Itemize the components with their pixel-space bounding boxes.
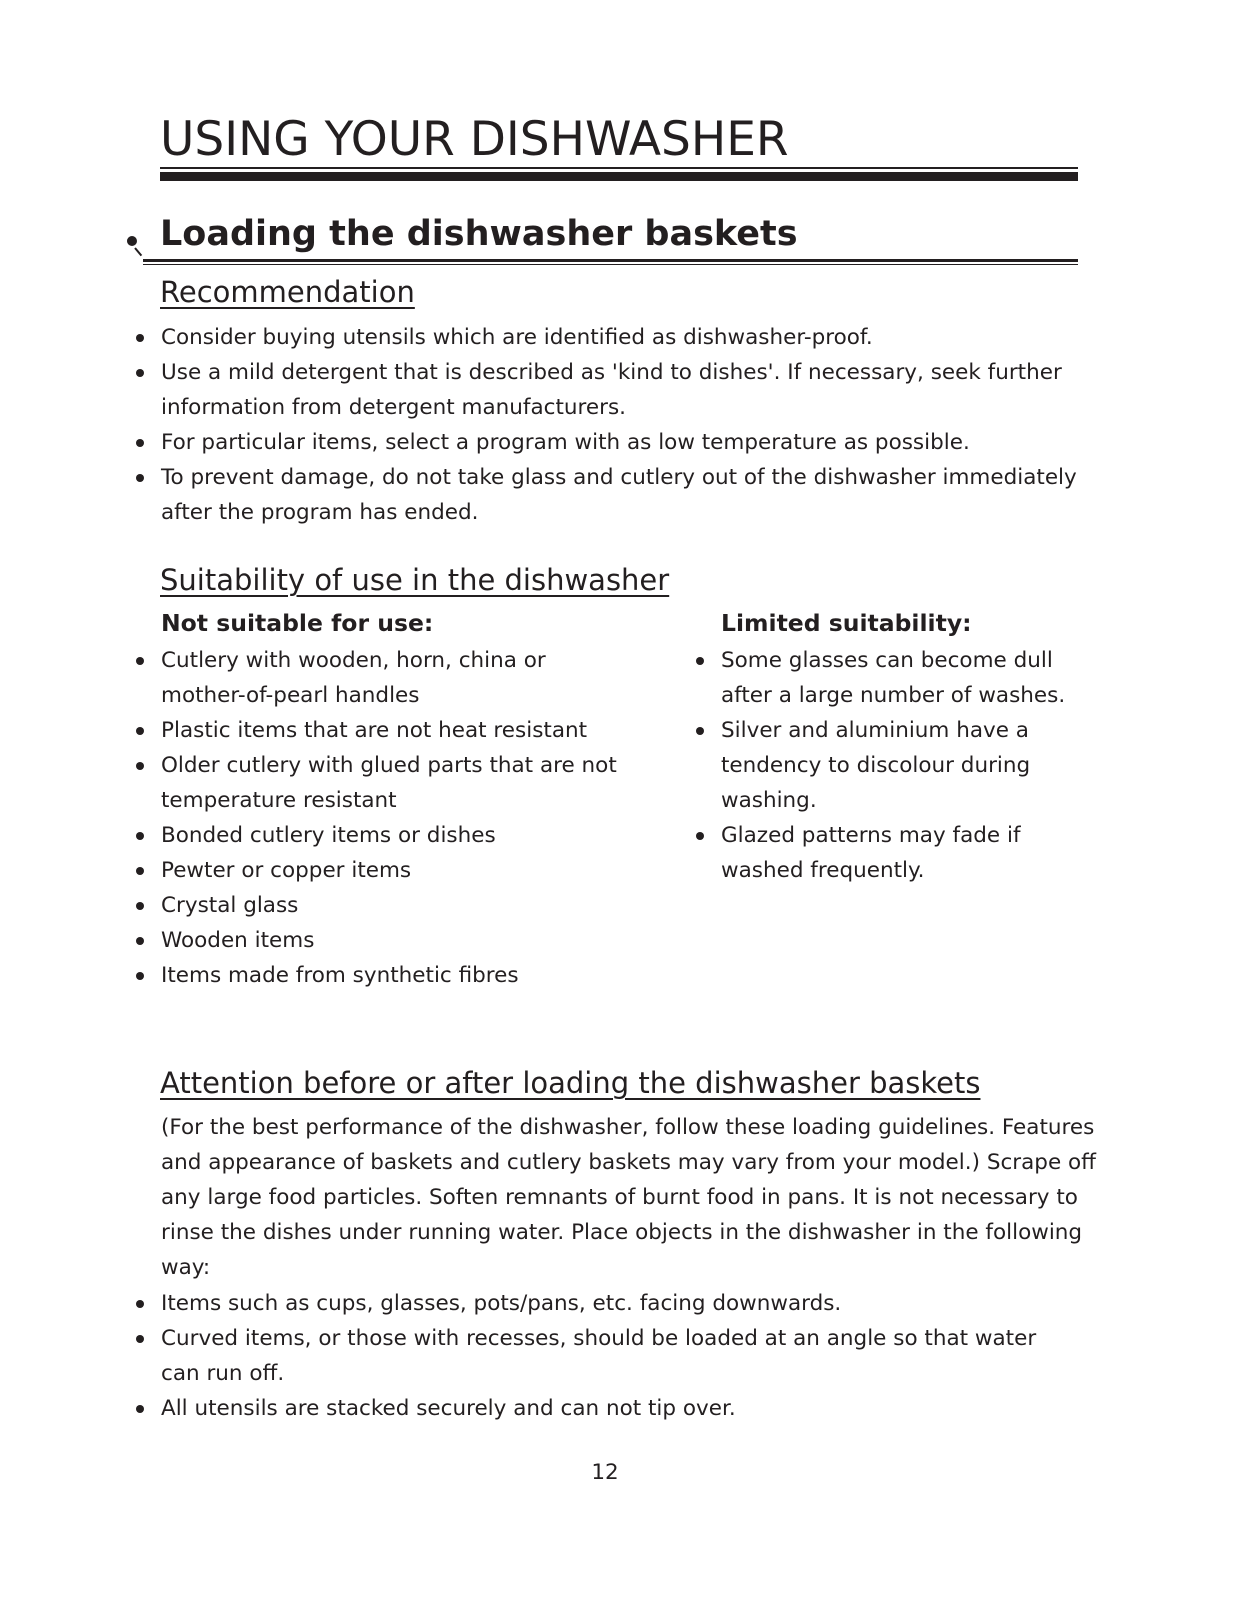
bullet-icon (136, 1300, 144, 1308)
bullet-icon (696, 727, 704, 735)
list-item: Consider buying utensils which are identified as dishwasher-proof. (161, 320, 1091, 355)
bullet-icon (136, 972, 144, 980)
attention-heading: Attention before or after loading the dishwasher baskets (160, 1066, 981, 1100)
list-item: Items made from synthetic fibres (161, 958, 621, 993)
list-item: Older cutlery with glued parts that are not temperature resistant (161, 748, 621, 818)
list-item: Silver and aluminium have a tendency to discolour during washing. (721, 713, 1091, 818)
bullet-icon (136, 657, 144, 665)
recommendation-heading: Recommendation (160, 275, 415, 309)
page-title: USING YOUR DISHWASHER (160, 112, 789, 167)
bullet-icon (136, 334, 144, 342)
bullet-icon (136, 474, 144, 482)
title-rule-thick (160, 172, 1078, 181)
list-item: To prevent damage, do not take glass and cutlery out of the dishwasher immediately after the program has ended. (161, 460, 1091, 530)
attention-list (161, 1286, 1081, 1426)
not-suitable-list (161, 643, 621, 993)
page-number: 12 (591, 1460, 619, 1485)
not-suitable-heading: Not suitable for use: (161, 609, 434, 637)
list-item: Cutlery with wooden, horn, china or mother-of-pearl handles (161, 643, 621, 713)
suitability-heading: Suitability of use in the dishwasher (160, 563, 670, 597)
section-rule-thin (143, 264, 1078, 265)
list-item: Items such as cups, glasses, pots/pans, etc. facing downwards. (161, 1286, 1081, 1321)
list-item: Plastic items that are not heat resistant (161, 713, 621, 748)
limited-suitability-list (721, 643, 1091, 888)
bullet-icon (696, 657, 704, 665)
list-item: For particular items, select a program with as low temperature as possible. (161, 425, 1091, 460)
list-item: Wooden items (161, 923, 621, 958)
bullet-icon (136, 762, 144, 770)
bullet-icon (136, 902, 144, 910)
list-item: Curved items, or those with recesses, should be loaded at an angle so that water can run off. (161, 1321, 1081, 1391)
list-item: Crystal glass (161, 888, 621, 923)
title-rule-thin (160, 167, 1078, 169)
list-item: Bonded cutlery items or dishes (161, 818, 621, 853)
section-heading: Loading the dishwasher baskets (160, 214, 798, 254)
list-item: Pewter or copper items (161, 853, 621, 888)
attention-intro: (For the best performance of the dishwasher, follow these loading guidelines. Features and appearance of baskets and cutlery baskets may vary from your model.) Scrape off any large food particles. Soften remnants of burnt food in pans. It is not necessary to rinse the dishes under running water. Place objects in the dishwasher in the following way: (161, 1115, 1096, 1280)
bullet-icon (136, 727, 144, 735)
list-item: Some glasses can become dull after a large number of washes. (721, 643, 1091, 713)
section-tick (134, 247, 142, 256)
bullet-icon (136, 832, 144, 840)
bullet-icon (136, 1335, 144, 1343)
limited-suitability-heading: Limited suitability: (721, 609, 972, 637)
bullet-icon (136, 439, 144, 447)
section-rule (143, 259, 1078, 262)
bullet-icon (136, 1405, 144, 1413)
bullet-icon (136, 937, 144, 945)
recommendation-list (161, 320, 1091, 530)
list-item: All utensils are stacked securely and can not tip over. (161, 1391, 1081, 1426)
bullet-icon (136, 369, 144, 377)
list-item: Glazed patterns may fade if washed frequently. (721, 818, 1091, 888)
bullet-icon (696, 832, 704, 840)
bullet-icon (136, 867, 144, 875)
list-item: Use a mild detergent that is described as 'kind to dishes'. If necessary, seek further information from detergent manufacturers. (161, 355, 1091, 425)
section-bullet-icon (127, 236, 137, 246)
